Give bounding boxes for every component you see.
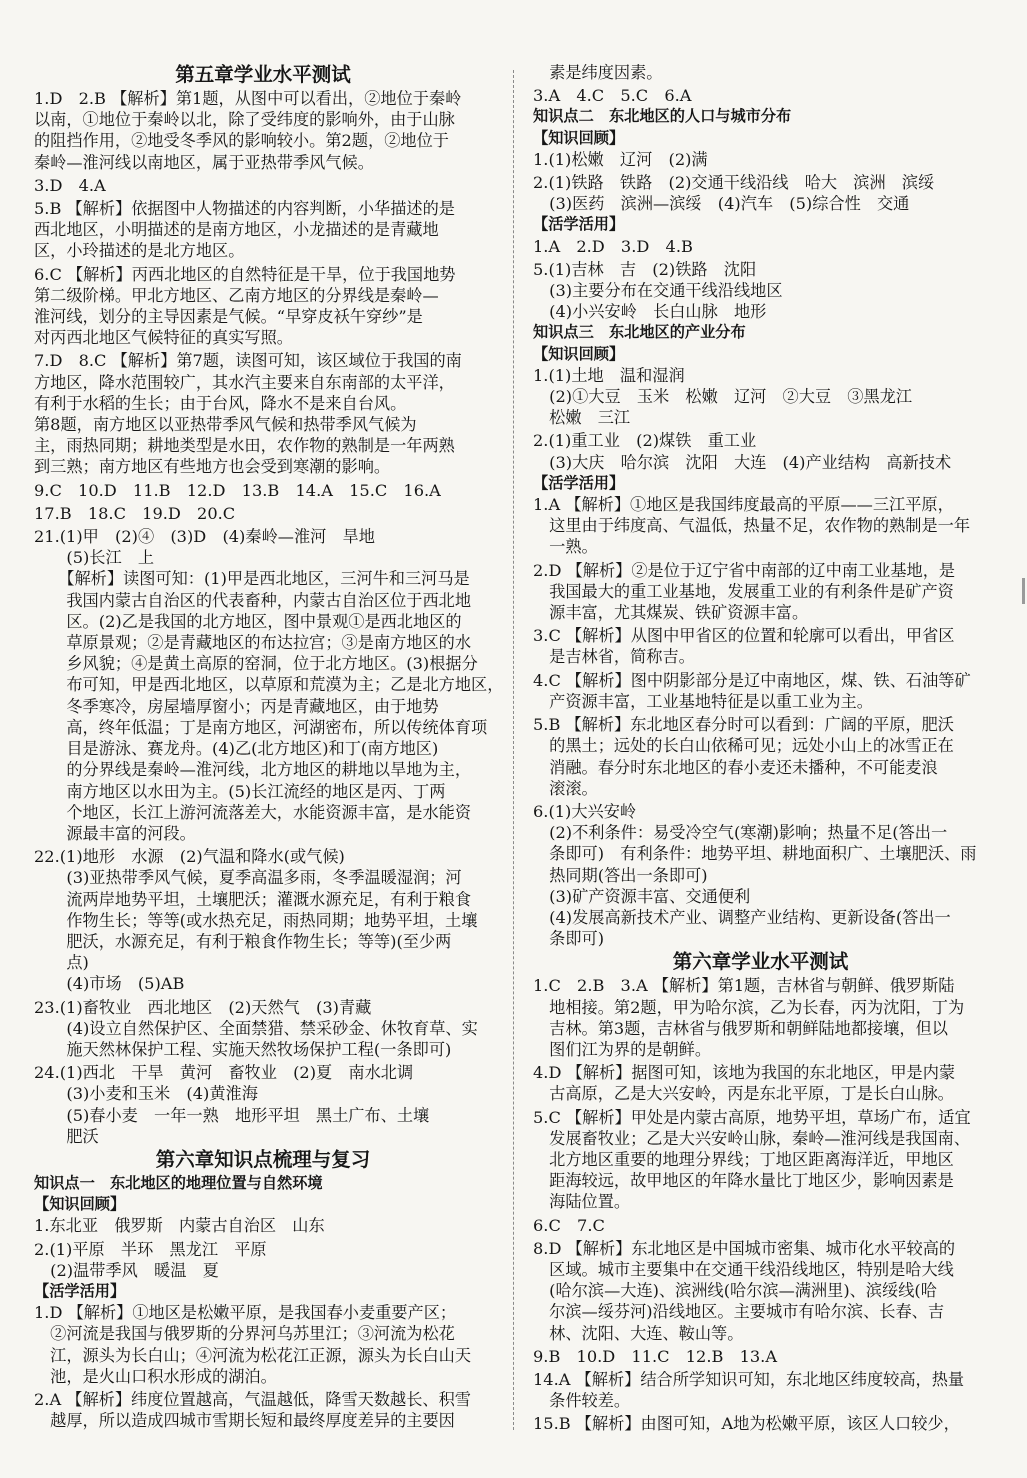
answer-line: 流两岸地势平坦，土壤肥沃；灌溉水源充足，有利于粮食 — [34, 889, 472, 909]
answer-line: 条件较差。 — [533, 1391, 631, 1411]
answer-block — [34, 1239, 492, 1281]
answer-line: 这里由于纬度高、气温低，热量不足，农作物的熟制是一年 — [533, 516, 971, 536]
answer-line: 5.B 【解析】东北地区春分时可以看到：广阔的平原，肥沃 — [533, 715, 954, 735]
answer-line: 布可知，甲是西北地区，以草原和荒漠为主；乙是北方地区， — [34, 675, 504, 695]
answer-block — [533, 975, 988, 1060]
answer-block — [34, 846, 492, 994]
answer-line: (2)不利条件：易受冷空气(寒潮)影响；热量不足(答出一 — [533, 823, 948, 843]
answer-line: 目是游泳、赛龙舟。(4)乙(北方地区)和丁(南方地区) — [34, 739, 439, 759]
answer-line: 肥沃 — [34, 1126, 99, 1146]
answer-line: 3.A 4.C 5.C 6.A — [533, 86, 692, 106]
answer-line: (2)温带季风 暖温 夏 — [34, 1260, 219, 1280]
answer-line: 我国最大的重工业基地，发展重工业的有利条件是矿产资 — [533, 581, 954, 601]
answer-line: 3.C 【解析】从图中甲省区的位置和轮廓可以看出，甲省区 — [533, 626, 955, 646]
answer-line: 2.(1)铁路 铁路 (2)交通干线沿线 哈大 滨洲 滨绥 — [533, 173, 935, 193]
answer-line: 消融。春分时东北地区的春小麦还未播种，不可能麦浪 — [533, 757, 938, 777]
answer-block — [34, 175, 492, 196]
answer-line: 秦岭—淮河线以南地区，属于亚热带季风气候。 — [34, 152, 374, 172]
answer-line: (3)小麦和玉米 (4)黄淮海 — [34, 1084, 258, 1104]
answer-line: 有利于水稻的生长；由于台风，降水不是来自台风。 — [34, 393, 407, 413]
column-divider — [513, 70, 514, 1430]
answer-line: 9.C 10.D 11.B 12.D 13.B 14.A 15.C 16.A — [34, 480, 441, 500]
answer-line: 第8题，南方地区以亚热带季风气候和热带季风气候为 — [34, 415, 417, 435]
answer-line: 草原景观；②是青藏地区的布达拉宫；③是南方地区的水 — [34, 633, 472, 653]
answer-line: 1.(1)松嫩 辽河 (2)满 — [533, 149, 708, 169]
subsection-tag: 【知识回顾】 — [34, 1195, 126, 1214]
answer-line: 21.(1)甲 (2)④ (3)D (4)秦岭—淮河 旱地 — [34, 527, 375, 547]
answer-line: 松嫩 三江 — [533, 408, 631, 428]
answer-line: 1.D 【解析】①地区是松嫩平原，是我国春小麦重要产区； — [34, 1303, 457, 1323]
answer-block — [533, 365, 988, 429]
answer-line: 对丙西北地区气候特征的真实写照。 — [34, 328, 293, 348]
answer-line: (哈尔滨—大连)、滨洲线(哈尔滨—满洲里)、滨绥线(哈 — [533, 1281, 937, 1301]
answer-line: 第二级阶梯。甲北方地区、乙南方地区的分界线是秦岭— — [34, 285, 439, 305]
answer-line: (5)春小麦 一年一熟 地形平坦 黑土广布、土壤 — [34, 1105, 430, 1125]
answer-line: 个地区，长江上游河流落差大，水能资源丰富，是水能资 — [34, 802, 472, 822]
answer-line: 5.B 【解析】依据图中人物描述的内容判断，小华描述的是 — [34, 199, 455, 219]
answer-line: 2.A 【解析】纬度位置越高，气温越低，降雪天数越长、积雪 — [34, 1389, 471, 1409]
answer-line: (3)亚热带季风气候，夏季高温多雨，冬季温暖湿润；河 — [34, 868, 462, 888]
answer-line: 7.D 8.C 【解析】第7题，读图可知，该区域位于我国的南 — [34, 351, 462, 371]
answer-line: 17.B 18.C 19.D 20.C — [34, 503, 236, 523]
answer-line: 5.(1)吉林 吉 (2)铁路 沈阳 — [533, 259, 757, 279]
answer-line: 区域。城市主要集中在交通干线沿线地区，特别是哈大线 — [533, 1259, 954, 1279]
answer-line: 池，是火山口积水形成的湖泊。 — [34, 1366, 277, 1386]
answer-line: 北方地区重要的地理分界线；丁地区距离海洋近，甲地区 — [533, 1149, 954, 1169]
answer-line: 作物生长；等等(或水热充足，雨热同期；地势平坦，土壤 — [34, 910, 478, 930]
answer-block — [34, 997, 492, 1061]
answer-line: 古高原，乙是大兴安岭，丙是东北平原，丁是长白山脉。 — [533, 1084, 954, 1104]
answer-line: (3)矿产资源丰富、交通便利 — [533, 886, 751, 906]
right-column — [533, 62, 988, 1435]
answer-line: 到三熟；南方地区有些地方也会受到寒潮的影响。 — [34, 457, 391, 477]
answer-block — [533, 560, 988, 624]
answer-line: 22.(1)地形 水源 (2)气温和降水(或气候) — [34, 847, 345, 867]
answer-line: 区。(2)乙是我国的北方地区，图中景观①是西北地区的 — [34, 611, 462, 631]
answer-line: 区，小玲描述的是北方地区。 — [34, 241, 245, 261]
answer-line: 源最丰富的河段。 — [34, 823, 196, 843]
answer-line: 我国内蒙古自治区的代表畜种，内蒙古自治区位于西北地 — [34, 590, 472, 610]
answer-block — [533, 494, 988, 558]
answer-line: (4)小兴安岭 长白山脉 地形 — [533, 302, 767, 322]
answer-line: 14.A 【解析】结合所学知识可知，东北地区纬度较高，热量 — [533, 1369, 965, 1389]
answer-line: 热同期(答出一条即可) — [533, 865, 708, 885]
answer-line: 8.D 【解析】东北地区是中国城市密集、城市化水平较高的 — [533, 1238, 956, 1258]
answer-block — [34, 88, 492, 173]
answer-line: 23.(1)畜牧业 西北地区 (2)天然气 (3)青藏 — [34, 997, 372, 1017]
answer-line: 尔滨—绥芬河)沿线地区。主要城市有哈尔滨、长春、吉 — [533, 1302, 945, 1322]
answer-block — [533, 1062, 988, 1104]
answer-line: 的黑土；远处的长白山依稀可见；远处小山上的冰雪正在 — [533, 736, 954, 756]
knowledge-point-title: 知识点二 东北地区的人口与城市分布 — [533, 107, 792, 126]
knowledge-point-title: 知识点一 东北地区的地理位置与自然环境 — [34, 1173, 323, 1192]
answer-block — [533, 1346, 988, 1367]
answer-block — [34, 264, 492, 349]
answer-line: 6.(1)大兴安岭 — [533, 801, 637, 821]
left-column — [34, 62, 504, 1431]
answer-line: 的分界线是秦岭—淮河线，北方地区的耕地以旱地为主， — [34, 760, 472, 780]
answer-block — [533, 430, 988, 472]
answer-block — [533, 172, 988, 214]
answer-line: 1.A 【解析】①地区是我国纬度最高的平原——三江平原， — [533, 495, 954, 515]
answer-block — [34, 503, 492, 524]
answer-line: (3)大庆 哈尔滨 沈阳 大连 (4)产业结构 高新技术 — [533, 452, 952, 472]
answer-block — [34, 350, 492, 477]
answer-line: 2.D 【解析】②是位于辽宁省中南部的辽中南工业基地，是 — [533, 560, 956, 580]
answer-block — [533, 714, 988, 799]
answer-block — [533, 1215, 988, 1236]
answer-line: 2.(1)重工业 (2)煤铁 重工业 — [533, 431, 757, 451]
answer-block — [533, 1369, 988, 1411]
answer-line: 1.(1)土地 温和湿润 — [533, 365, 685, 385]
subsection-tag: 【知识回顾】 — [533, 344, 625, 363]
knowledge-point-title: 知识点三 东北地区的产业分布 — [533, 323, 746, 342]
answer-line: 4.D 【解析】据图可知，该地为我国的东北地区，甲是内蒙 — [533, 1063, 956, 1083]
section-heading: 第六章学业水平测试 — [672, 950, 849, 974]
answer-line: 条即可) — [533, 929, 605, 949]
answer-line: 冬季寒冷，房屋墙厚窗小；丙是青藏地区，由于地势 — [34, 696, 439, 716]
answer-line: 源丰富，尤其煤炭、铁矿资源丰富。 — [533, 603, 809, 623]
answer-line: 4.C 【解析】图中阴影部分是辽中南地区，煤、铁、石油等矿 — [533, 670, 971, 690]
subsection-tag: 【活学活用】 — [533, 473, 625, 492]
subsection-tag: 【知识回顾】 — [533, 128, 625, 147]
answer-line: (4)发展高新技术产业、调整产业结构、更新设备(答出一 — [533, 907, 951, 927]
answer-line: 江，源头为长白山；④河流为松花江正源，源头为长白山天 — [34, 1345, 472, 1365]
answer-block — [34, 480, 492, 501]
page-edge-mark — [1022, 578, 1025, 604]
answer-line: 点) — [34, 953, 89, 973]
answer-line: 以南，①地位于秦岭以北，除了受纬度的影响外，由于山脉 — [34, 110, 455, 130]
answer-line: ②河流是我国与俄罗斯的分界河乌苏里江；③河流为松花 — [34, 1324, 455, 1344]
answer-line: 距海较远，故甲地区的年降水量比丁地区少，影响因素是 — [533, 1171, 954, 1191]
subsection-tag: 【活学活用】 — [533, 215, 625, 234]
answer-line: 方地区，降水范围较广，其水汽主要来自东南部的太平洋， — [34, 372, 455, 392]
answer-line: 乡风貌；④是黄土高原的窑洞，位于北方地区。(3)根据分 — [34, 654, 478, 674]
answer-line: 南方地区以水田为主。(5)长江流经的地区是丙、丁两 — [34, 781, 446, 801]
answer-line: 24.(1)西北 干旱 黄河 畜牧业 (2)夏 南水北调 — [34, 1063, 414, 1083]
answer-line: 发展畜牧业；乙是大兴安岭山脉，秦岭—淮河线是我国南、 — [533, 1128, 971, 1148]
section-heading: 第六章知识点梳理与复习 — [155, 1147, 371, 1171]
answer-line: 的阻挡作用，②地受冬季风的影响较小。第2题，②地位于 — [34, 131, 449, 151]
answer-line: 条即可) 有利条件：地势平坦、耕地面积广、土壤肥沃、雨 — [533, 844, 977, 864]
answer-line: 吉林。第3题，吉林省与俄罗斯和朝鲜陆地都接壤，但以 — [533, 1018, 948, 1038]
answer-block — [34, 198, 492, 262]
answer-block — [34, 1389, 492, 1431]
answer-block — [533, 801, 988, 949]
answer-line: 6.C 【解析】丙西北地区的自然特征是干旱，位于我国地势 — [34, 264, 456, 284]
answer-block — [533, 149, 988, 170]
answer-line: 主，雨热同期；耕地类型是水田，农作物的熟制是一年两熟 — [34, 436, 455, 456]
answer-line: 越厚，所以造成四城市雪期长短和最终厚度差异的主要因 — [34, 1411, 455, 1431]
answer-line: 高，终年低温；丁是南方地区，河湖密布，所以传统体育项 — [34, 717, 488, 737]
answer-line: (3)主要分布在交通干线沿线地区 — [533, 281, 783, 301]
answer-line: 2.(1)平原 半环 黑龙江 平原 — [34, 1239, 267, 1259]
answer-block — [533, 259, 988, 323]
answer-line: 西北地区，小明描述的是南方地区，小龙描述的是青藏地 — [34, 220, 439, 240]
answer-block — [34, 526, 504, 844]
answer-line: (3)医药 滨洲—滨绥 (4)汽车 (5)综合性 交通 — [533, 194, 910, 214]
answer-line: 15.B 【解析】由图可知，A地为松嫩平原，该区人口较少， — [533, 1414, 960, 1434]
answer-line: 1.D 2.B 【解析】第1题，从图中可以看出，②地位于秦岭 — [34, 89, 462, 108]
answer-line: (4)设立自然保护区、全面禁猎、禁采砂金、休牧育草、实 — [34, 1018, 478, 1038]
answer-line: 肥沃，水源充足，有利于粮食作物生长；等等)(至少两 — [34, 931, 452, 951]
answer-line: 海陆位置。 — [533, 1192, 631, 1212]
answer-block — [533, 670, 988, 712]
answer-line: 施天然林保护工程、实施天然牧场保护工程(一条即可) — [34, 1039, 452, 1059]
answer-block — [34, 1215, 492, 1236]
answer-line: 3.D 4.A — [34, 175, 106, 195]
answer-line: 淮河线，划分的主导因素是气候。“早穿皮袄午穿纱”是 — [34, 307, 423, 327]
answer-line: 1.东北亚 俄罗斯 内蒙古自治区 山东 — [34, 1216, 325, 1236]
answer-block — [34, 1062, 492, 1147]
answer-block — [533, 62, 988, 83]
answer-line: 一熟。 — [533, 537, 598, 557]
answer-block — [533, 85, 988, 106]
section-heading: 第五章学业水平测试 — [175, 63, 351, 86]
answer-line: 6.C 7.C — [533, 1215, 605, 1235]
answer-block — [533, 1238, 988, 1344]
answer-block — [533, 1413, 988, 1434]
answer-block — [533, 1107, 988, 1213]
answer-line: 滚滚。 — [533, 778, 598, 798]
answer-line: 1.A 2.D 3.D 4.B — [533, 236, 693, 256]
answer-line: 地相接。第2题，甲为哈尔滨，乙为长春，丙为沈阳，丁为 — [533, 997, 965, 1017]
answer-line: 【解析】读图可知：(1)甲是西北地区，三河牛和三河马是 — [34, 569, 470, 589]
answer-block — [533, 236, 988, 257]
answer-line: 5.C 【解析】甲处是内蒙古高原，地势平坦，草场广布，适宜 — [533, 1107, 971, 1127]
answer-line: 素是纬度因素。 — [533, 63, 663, 82]
answer-block — [34, 1302, 492, 1387]
answer-line: 9.B 10.D 11.C 12.B 13.A — [533, 1346, 778, 1366]
answer-line: (2)①大豆 玉米 松嫩 辽河 ②大豆 ③黑龙江 — [533, 387, 913, 407]
answer-line: 产资源丰富，工业基地特征是以重工业为主。 — [533, 691, 873, 711]
subsection-tag: 【活学活用】 — [34, 1281, 126, 1300]
answer-line: (4)市场 (5)AB — [34, 974, 185, 994]
answer-line: 是吉林省，简称吉。 — [533, 647, 695, 667]
answer-block — [533, 625, 988, 667]
answer-line: 图们江为界的是朝鲜。 — [533, 1039, 712, 1059]
answer-line: (5)长江 上 — [34, 548, 155, 568]
answer-line: 林、沈阳、大连、鞍山等。 — [533, 1323, 744, 1343]
answer-line: 1.C 2.B 3.A 【解析】第1题，吉林省与朝鲜、俄罗斯陆 — [533, 976, 955, 996]
